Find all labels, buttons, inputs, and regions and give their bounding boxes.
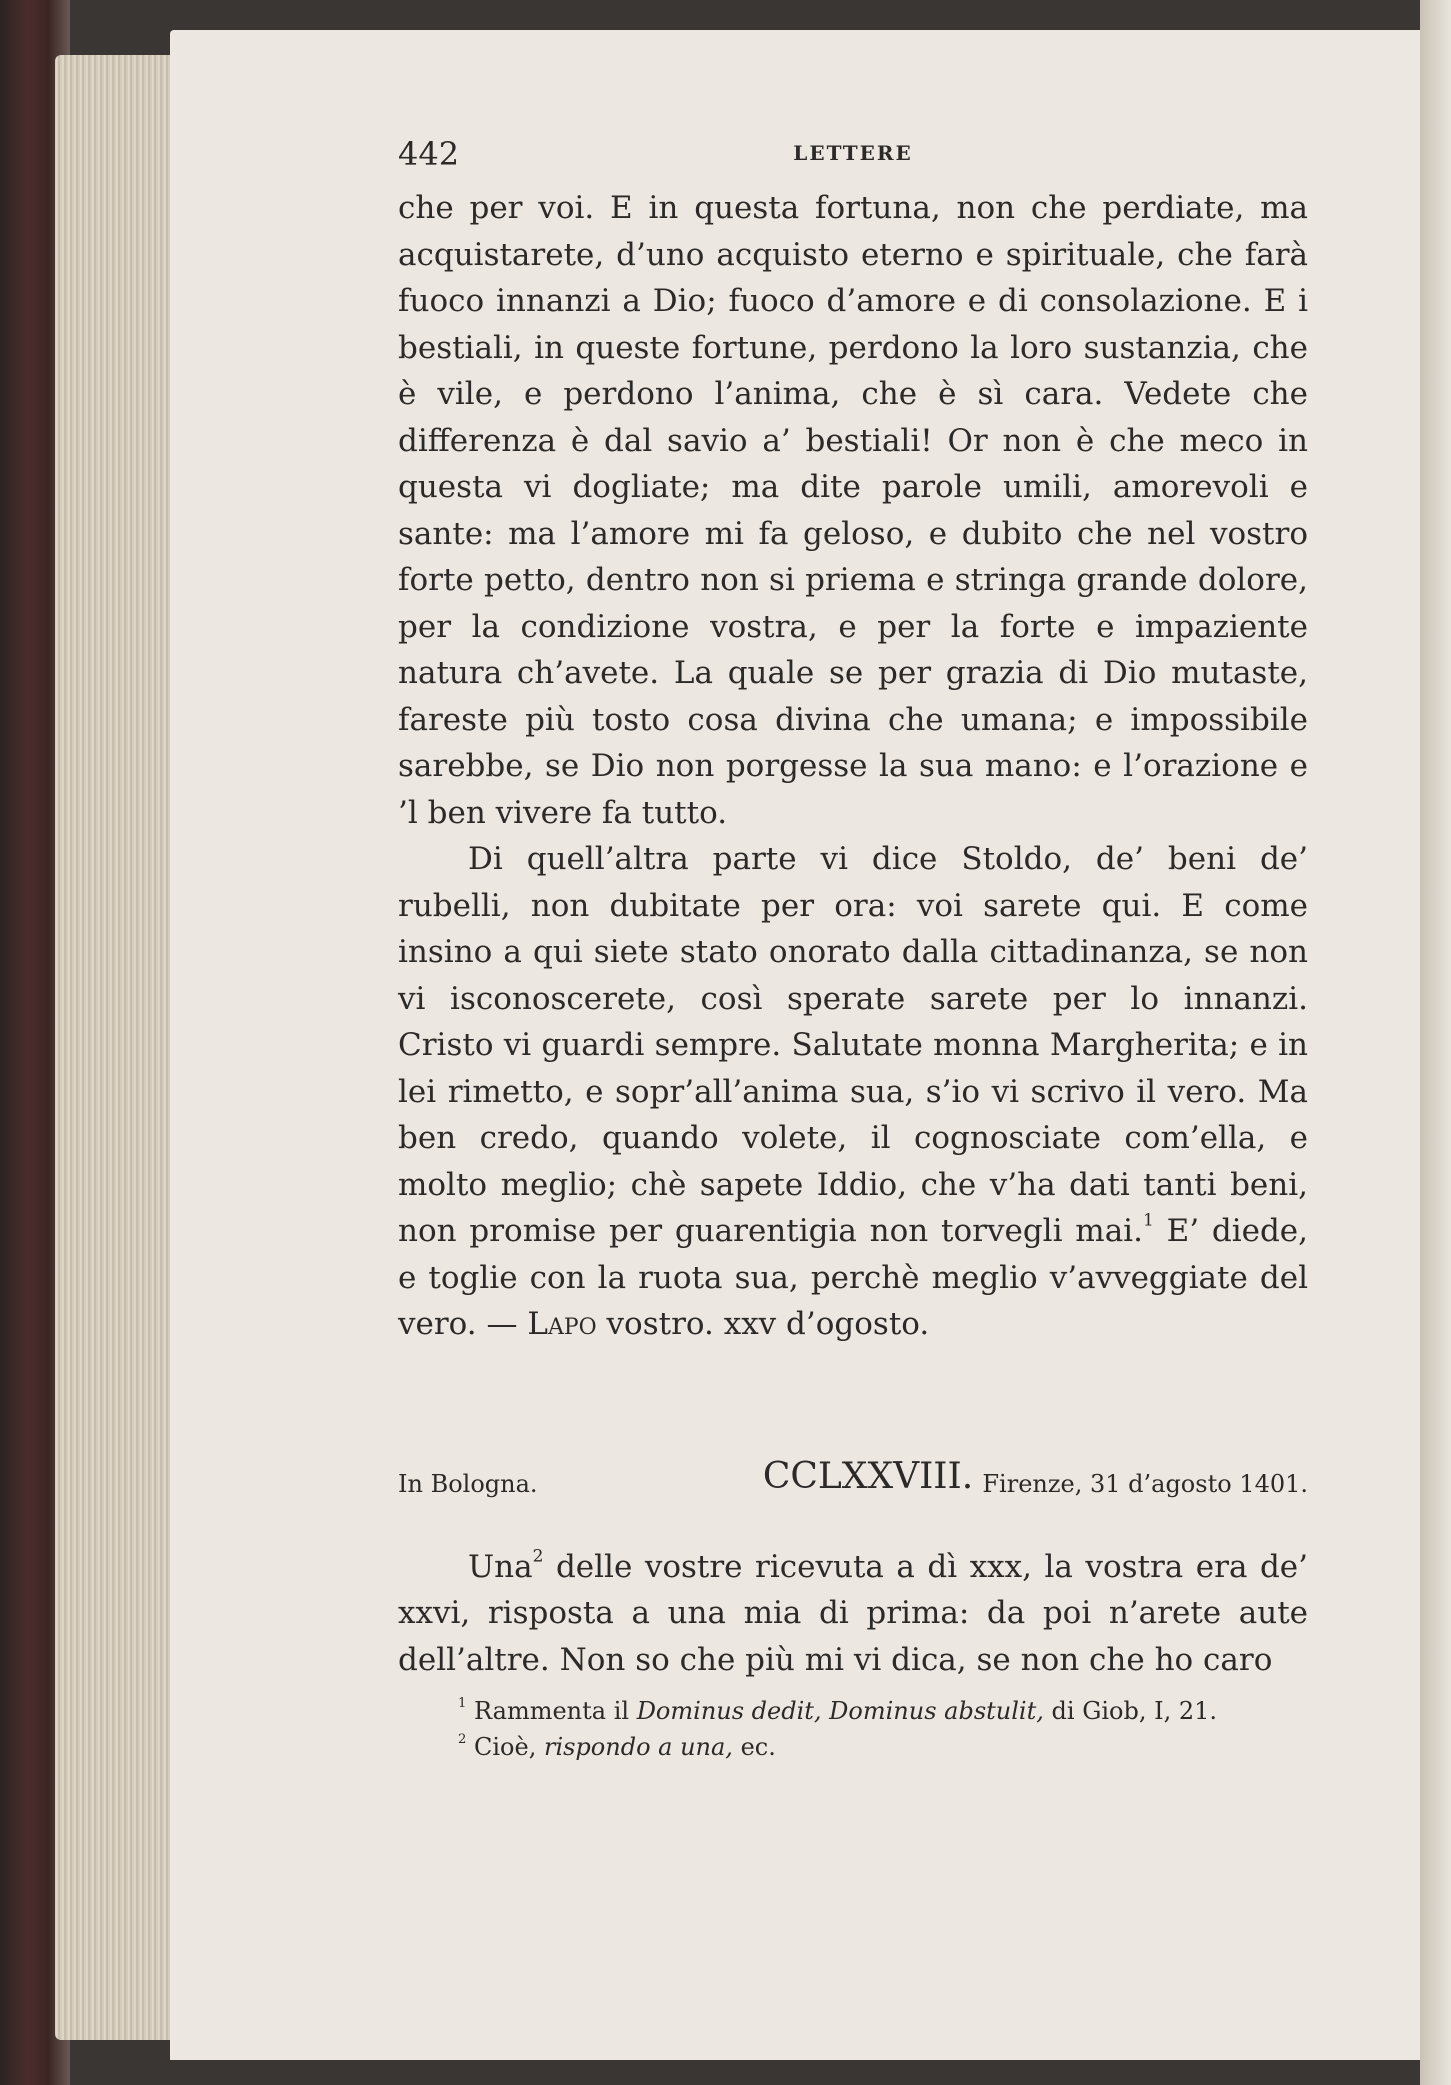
running-head xyxy=(398,135,1308,185)
footnote-1-italic: Dominus dedit, Dominus abstulit, xyxy=(636,1697,1044,1725)
page-text-block xyxy=(398,135,1308,1765)
footnotes xyxy=(398,1693,1308,1765)
closing-text-c: vostro. xxv d’ogosto. xyxy=(596,1306,930,1342)
closing-text-b: E’ diede, e toglie con la ruota sua, perchè meglio v’avveggiate del vero. — xyxy=(398,1213,1308,1342)
footnote-1 xyxy=(458,1693,1308,1729)
footnote-1-mark: 1 xyxy=(458,1696,467,1712)
footnote-1-pre: Rammenta il xyxy=(466,1697,637,1725)
page-number: 442 xyxy=(398,135,460,173)
opening-word: Una xyxy=(468,1548,533,1585)
letter-address: In Bologna. xyxy=(398,1469,538,1498)
footnote-2-pre: Cioè, xyxy=(466,1733,544,1761)
footnote-2-italic: rispondo a una, xyxy=(543,1733,733,1761)
footnote-mark-2: 2 xyxy=(532,1546,544,1567)
running-title: LETTERE xyxy=(793,141,913,165)
letter-date: Firenze, 31 d’agosto 1401. xyxy=(982,1469,1308,1498)
new-letter-paragraph xyxy=(398,1544,1308,1684)
letter-closing-paragraph xyxy=(398,836,1308,1348)
letter-continuation-paragraph: che per voi. E in questa fortuna, non che perdiate, ma acquistarete, d’uno acquisto eterno e spirituale, che farà fuoco innanzi a Dio; fuoco d’amore e di consolazione. E i bestiali, in queste fortune, perdono la loro sustanzia, che è vile, e perdono l’anima, che è sì cara. Vedete che differenza è dal savio a’ bestiali! Or non è che meco in questa vi dogliate; ma dite parole umili, amorevoli e sante: ma l’amore mi fa geloso, e dubito che nel vostro forte petto, dentro non si priema e stringa grande dolore, per la condizione vostra, e per la forte e impaziente natura ch’avete. La quale se per grazia di Dio mutaste, fareste più tosto cosa divina che umana; e impossibile sarebbe, se Dio non porgesse la sua mano: e l’orazione e ’l ben vivere fa tutto. xyxy=(398,190,1308,831)
letter-number: CCLXXVIII. xyxy=(762,1455,974,1497)
letter-heading xyxy=(398,1456,1308,1506)
facing-page-edge xyxy=(1420,0,1451,2085)
footnote-1-post: di Giob, I, 21. xyxy=(1043,1697,1218,1725)
footnote-2-mark: 2 xyxy=(458,1732,467,1748)
new-letter-text: delle vostre ricevuta a dì xxx, la vostra era de’ xxvi, risposta a una mia di prima: da poi n’arete aute dell’altre. Non so che più mi vi dica, se non che ho caro xyxy=(398,1548,1308,1678)
footnote-2 xyxy=(458,1729,1308,1765)
footnote-mark-1: 1 xyxy=(1142,1210,1154,1231)
signature-name: Lapo xyxy=(527,1306,597,1342)
closing-text-a: Di quell’altra parte vi dice Stoldo, de’ beni de’ rubelli, non dubitate per ora: voi sarete qui. E come insino a qui siete stato onorato dalla cittadinanza, se non vi isconoscerete, così sperate sarete per lo innanzi. Cristo vi guardi sempre. Salutate monna Margherita; e in lei rimetto, e sopr’all’anima sua, s’io vi scrivo il vero. Ma ben credo, quando volete, il cognosciate com’ella, e molto meglio; chè sapete Iddio, che v’ha dati tanti beni, non promise per guarentigia non torvegli mai. xyxy=(398,841,1308,1249)
footnote-2-post: ec. xyxy=(732,1733,776,1761)
